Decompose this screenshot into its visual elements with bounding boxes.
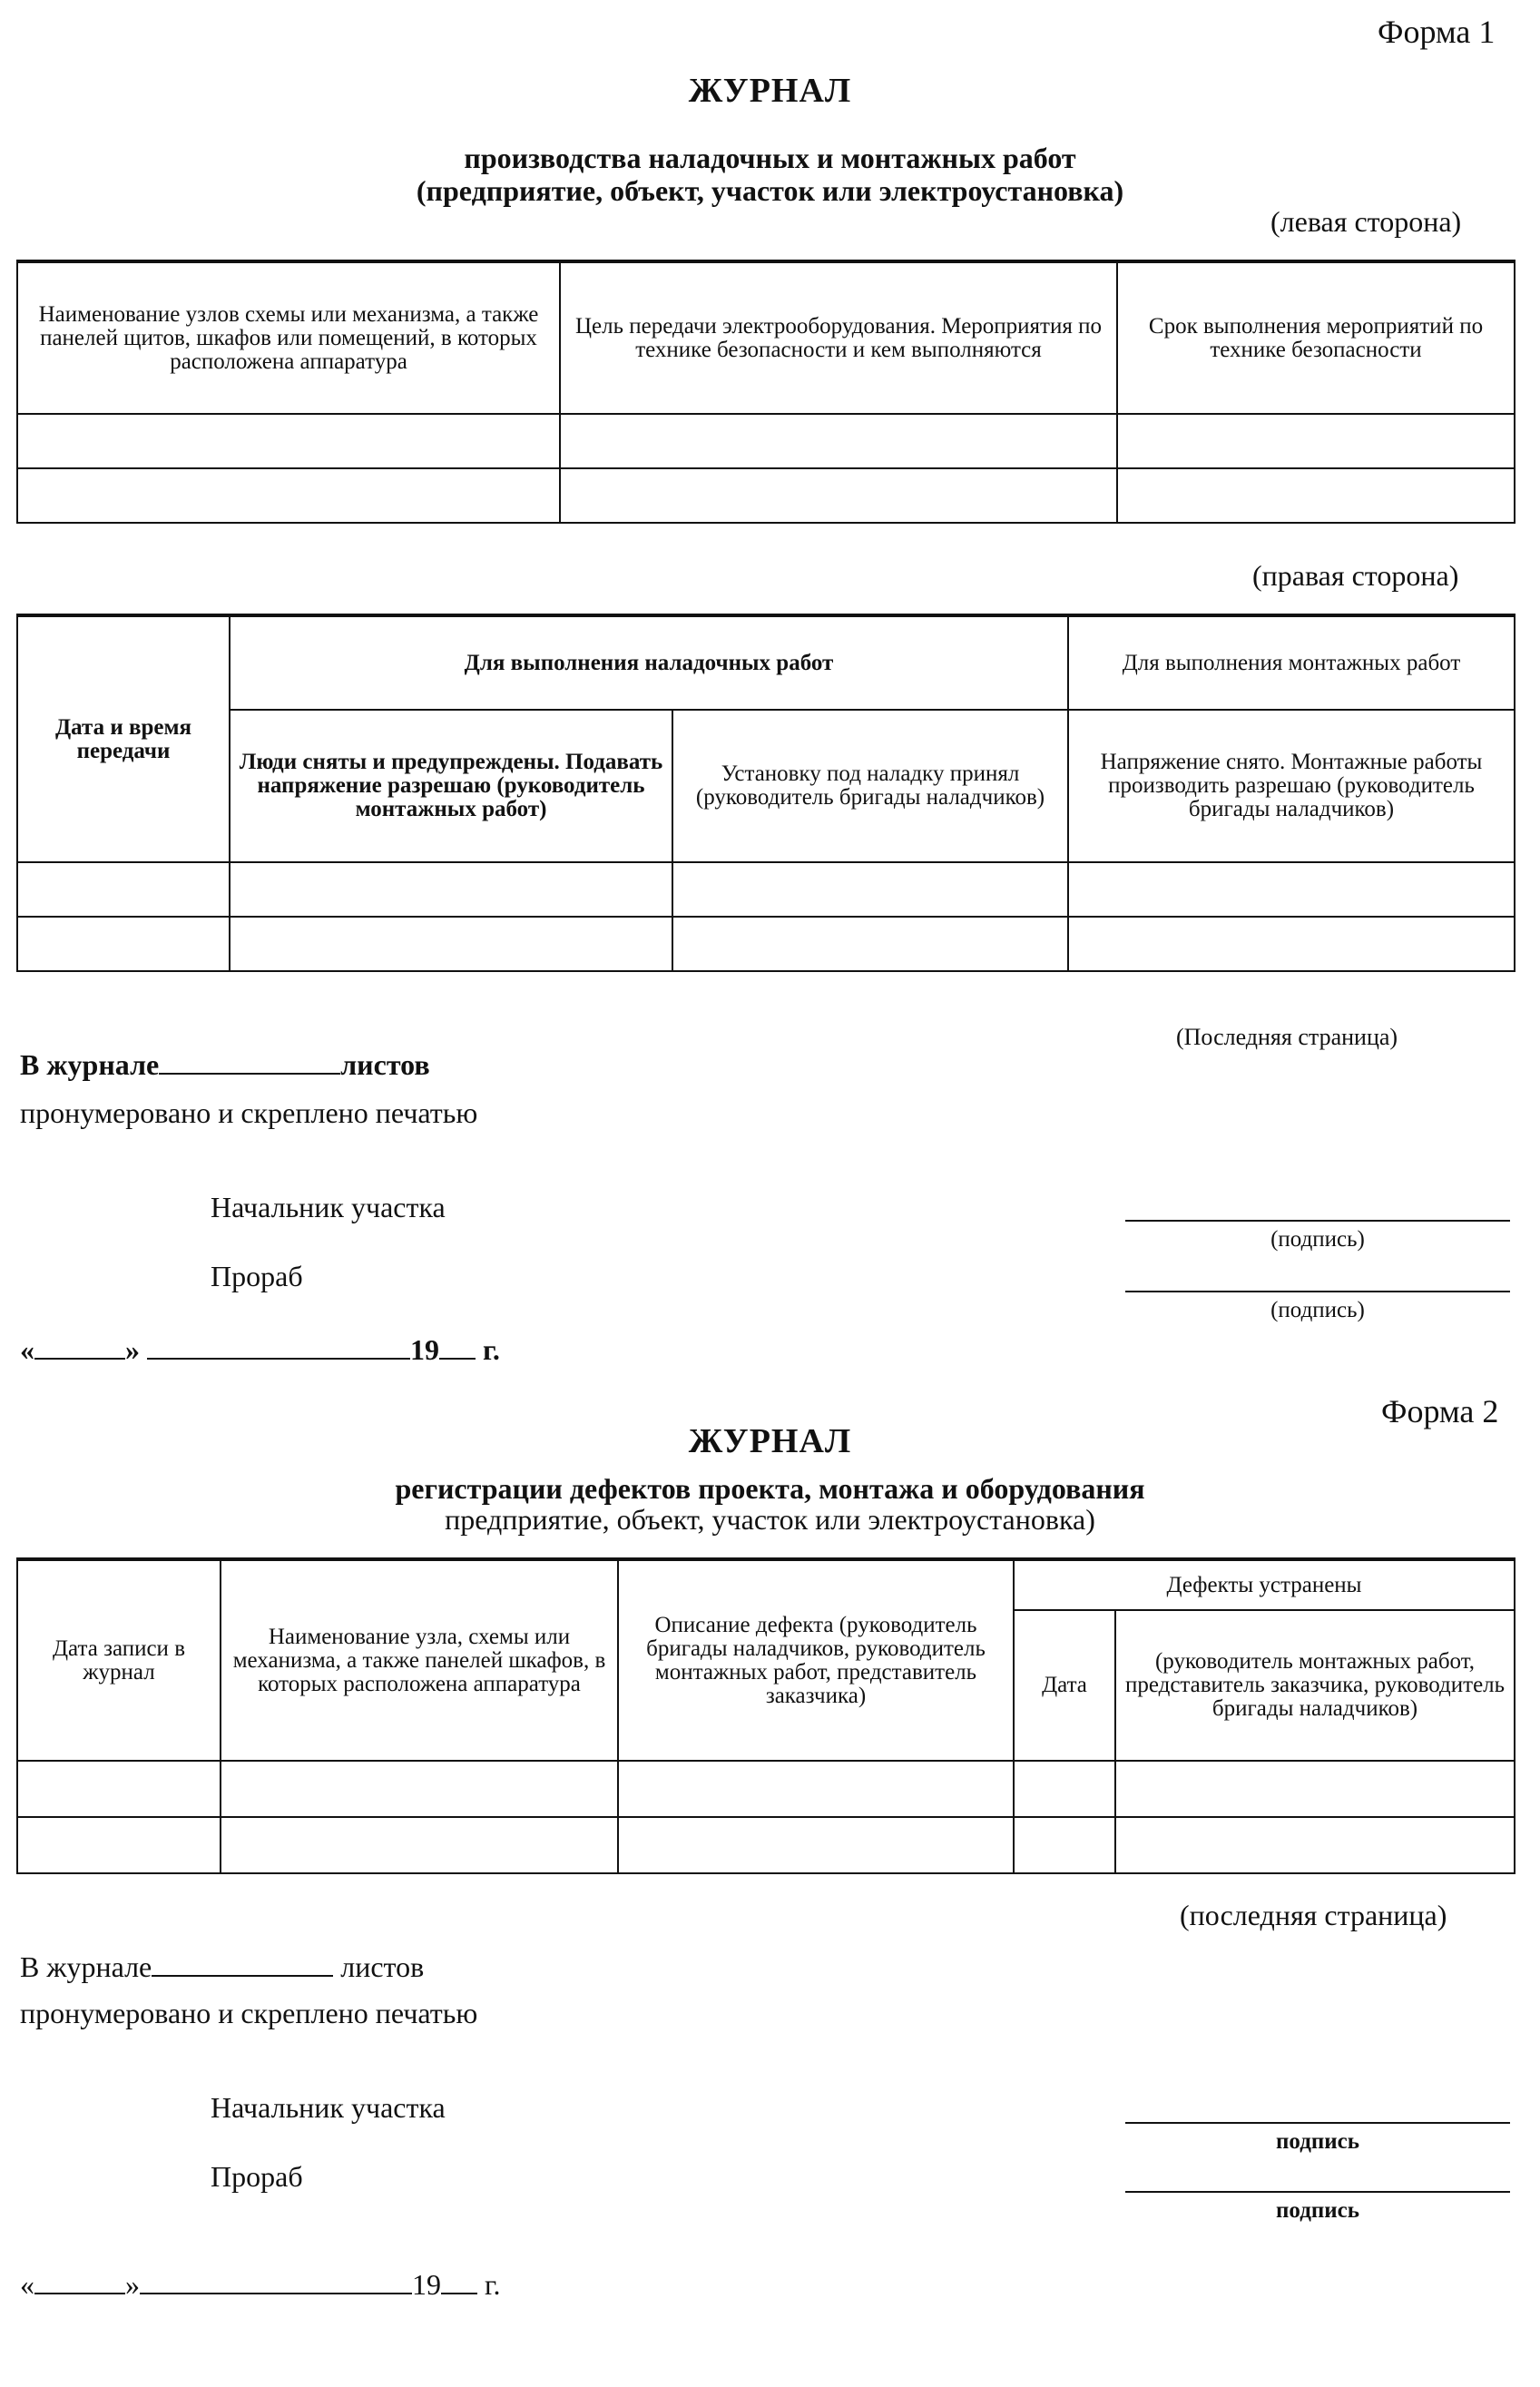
- table-row: [17, 468, 1515, 523]
- form2-name-header: Наименование узла, схемы или механизма, а также панелей шкафов, в которых расположена аппаратура: [221, 1559, 618, 1761]
- form1-subtitle-2: (предприятие, объект, участок или электроустановка): [416, 174, 1124, 207]
- form2-numbered-text: пронумеровано и скреплено печатью: [20, 1997, 478, 2029]
- form2-date-line: [20, 2267, 501, 2302]
- date-close-quote: »: [125, 2268, 140, 2301]
- form1-chief-signature-line: [1125, 1220, 1510, 1222]
- table-row: [17, 862, 1515, 917]
- date-open-quote: «: [20, 2268, 34, 2301]
- table-cell: [17, 1817, 221, 1873]
- form2-chief-label: Начальник участка: [211, 2091, 446, 2124]
- right-table-voltage-header: Напряжение снято. Монтажные работы производить разрешаю (руководитель бригады наладчиков): [1068, 710, 1515, 862]
- date-open-quote: «: [20, 1333, 34, 1366]
- year-blank: [439, 1332, 476, 1360]
- right-table-install-group: Для выполнения монтажных работ: [1068, 615, 1515, 710]
- table-row: [17, 1817, 1515, 1873]
- form2-journal-sheets-line: [20, 1950, 424, 1984]
- table-cell: [17, 917, 230, 971]
- sheets-count-blank: [152, 1950, 333, 1977]
- month-blank: [147, 1332, 410, 1360]
- table-cell: [230, 917, 672, 971]
- form1-left-side-label: (левая сторона): [1270, 205, 1462, 238]
- right-table-date-header: Дата и время передачи: [17, 615, 230, 862]
- table-row: [17, 917, 1515, 971]
- table-cell: [1117, 414, 1515, 468]
- table-cell: [230, 862, 672, 917]
- left-table-header-3: Срок выполнения мероприятий по технике безопасности: [1117, 261, 1515, 414]
- form1-journal-suffix: листов: [340, 1048, 430, 1081]
- table-cell: [17, 1761, 221, 1817]
- form1-label: Форма 1: [1378, 14, 1496, 50]
- form1-title: ЖУРНАЛ: [688, 72, 852, 110]
- year-blank: [441, 2267, 477, 2294]
- table-cell: [672, 917, 1068, 971]
- sheets-count-blank: [159, 1047, 340, 1075]
- form1-signature-caption-1: (подпись): [1270, 1227, 1365, 1252]
- table-cell: [1068, 917, 1515, 971]
- year-suffix: г.: [483, 1333, 500, 1366]
- form2-date-header: Дата записи в журнал: [17, 1559, 221, 1761]
- table-cell: [1014, 1761, 1115, 1817]
- table-cell: [221, 1817, 618, 1873]
- form2-fixed-group: Дефекты устранены: [1014, 1559, 1515, 1610]
- table-cell: [560, 414, 1117, 468]
- table-cell: [1068, 862, 1515, 917]
- table-cell: [1014, 1817, 1115, 1873]
- month-blank: [140, 2267, 412, 2294]
- year-prefix: 19: [410, 1333, 439, 1366]
- table-cell: [560, 468, 1117, 523]
- table-cell: [672, 862, 1068, 917]
- form2-label: Форма 2: [1381, 1393, 1499, 1429]
- form2-foreman-label: Прораб: [211, 2160, 303, 2193]
- form2-chief-signature-line: [1125, 2122, 1510, 2124]
- table-cell: [17, 414, 560, 468]
- form2-signature-caption-1: подпись: [1276, 2129, 1359, 2154]
- form1-journal-prefix: В журнале: [20, 1048, 160, 1081]
- left-table-header-1: Наименование узлов схемы или механизма, а также панелей щитов, шкафов или помещений, в которых расположена аппаратура: [17, 261, 560, 414]
- form1-foreman-label: Прораб: [211, 1260, 303, 1292]
- form2-signature-caption-2: подпись: [1276, 2198, 1359, 2223]
- form2-desc-header: Описание дефекта (руководитель бригады наладчиков, руководитель монтажных работ, представитель заказчика): [618, 1559, 1014, 1761]
- right-table-adjust-group: Для выполнения наладочных работ: [230, 615, 1068, 710]
- table-cell: [1117, 468, 1515, 523]
- day-blank: [34, 2267, 125, 2294]
- left-table-header-2: Цель передачи электрооборудования. Мероприятия по технике безопасности и кем выполняются: [560, 261, 1117, 414]
- form1-subtitle: производства наладочных и монтажных работ: [464, 142, 1076, 174]
- form2-fixed-date-header: Дата: [1014, 1610, 1115, 1761]
- form2-title: ЖУРНАЛ: [688, 1422, 852, 1460]
- form1-left-table: [16, 260, 1515, 524]
- table-cell: [618, 1817, 1014, 1873]
- form1-foreman-signature-line: [1125, 1291, 1510, 1292]
- right-table-accepted-header: Установку под наладку принял (руководитель бригады наладчиков): [672, 710, 1068, 862]
- form1-numbered-text: пронумеровано и скреплено печатью: [20, 1096, 478, 1129]
- table-cell: [221, 1761, 618, 1817]
- form1-journal-sheets-line: [20, 1047, 430, 1082]
- right-table-people-header: Люди сняты и предупреждены. Подавать напряжение разрешаю (руководитель монтажных работ): [230, 710, 672, 862]
- form2-fixed-resp-header: (руководитель монтажных работ, представитель заказчика, руководитель бригады наладчиков): [1115, 1610, 1515, 1761]
- date-close-quote: »: [125, 1333, 140, 1366]
- form1-right-table: [16, 614, 1515, 972]
- form2-last-page-label: (последняя страница): [1180, 1899, 1447, 1931]
- table-cell: [1115, 1761, 1515, 1817]
- table-row: [17, 414, 1515, 468]
- table-cell: [17, 468, 560, 523]
- form1-date-line: [20, 1332, 500, 1367]
- table-cell: [618, 1761, 1014, 1817]
- form1-signature-caption-2: (подпись): [1270, 1298, 1365, 1322]
- form2-table: [16, 1557, 1515, 1874]
- form2-subtitle-2: предприятие, объект, участок или электроустановка): [445, 1503, 1095, 1536]
- form2-journal-prefix: В журнале: [20, 1950, 152, 1983]
- form1-last-page-label: (Последняя страница): [1176, 1024, 1398, 1050]
- year-prefix: 19: [412, 2268, 441, 2301]
- table-cell: [1115, 1817, 1515, 1873]
- table-row: [17, 1761, 1515, 1817]
- table-cell: [17, 862, 230, 917]
- form1-right-side-label: (правая сторона): [1252, 559, 1459, 592]
- form2-journal-suffix: листов: [340, 1950, 425, 1983]
- form2-foreman-signature-line: [1125, 2191, 1510, 2193]
- day-blank: [34, 1332, 125, 1360]
- form1-chief-label: Начальник участка: [211, 1191, 446, 1223]
- form2-subtitle: регистрации дефектов проекта, монтажа и оборудования: [395, 1472, 1145, 1505]
- year-suffix: г.: [485, 2268, 501, 2301]
